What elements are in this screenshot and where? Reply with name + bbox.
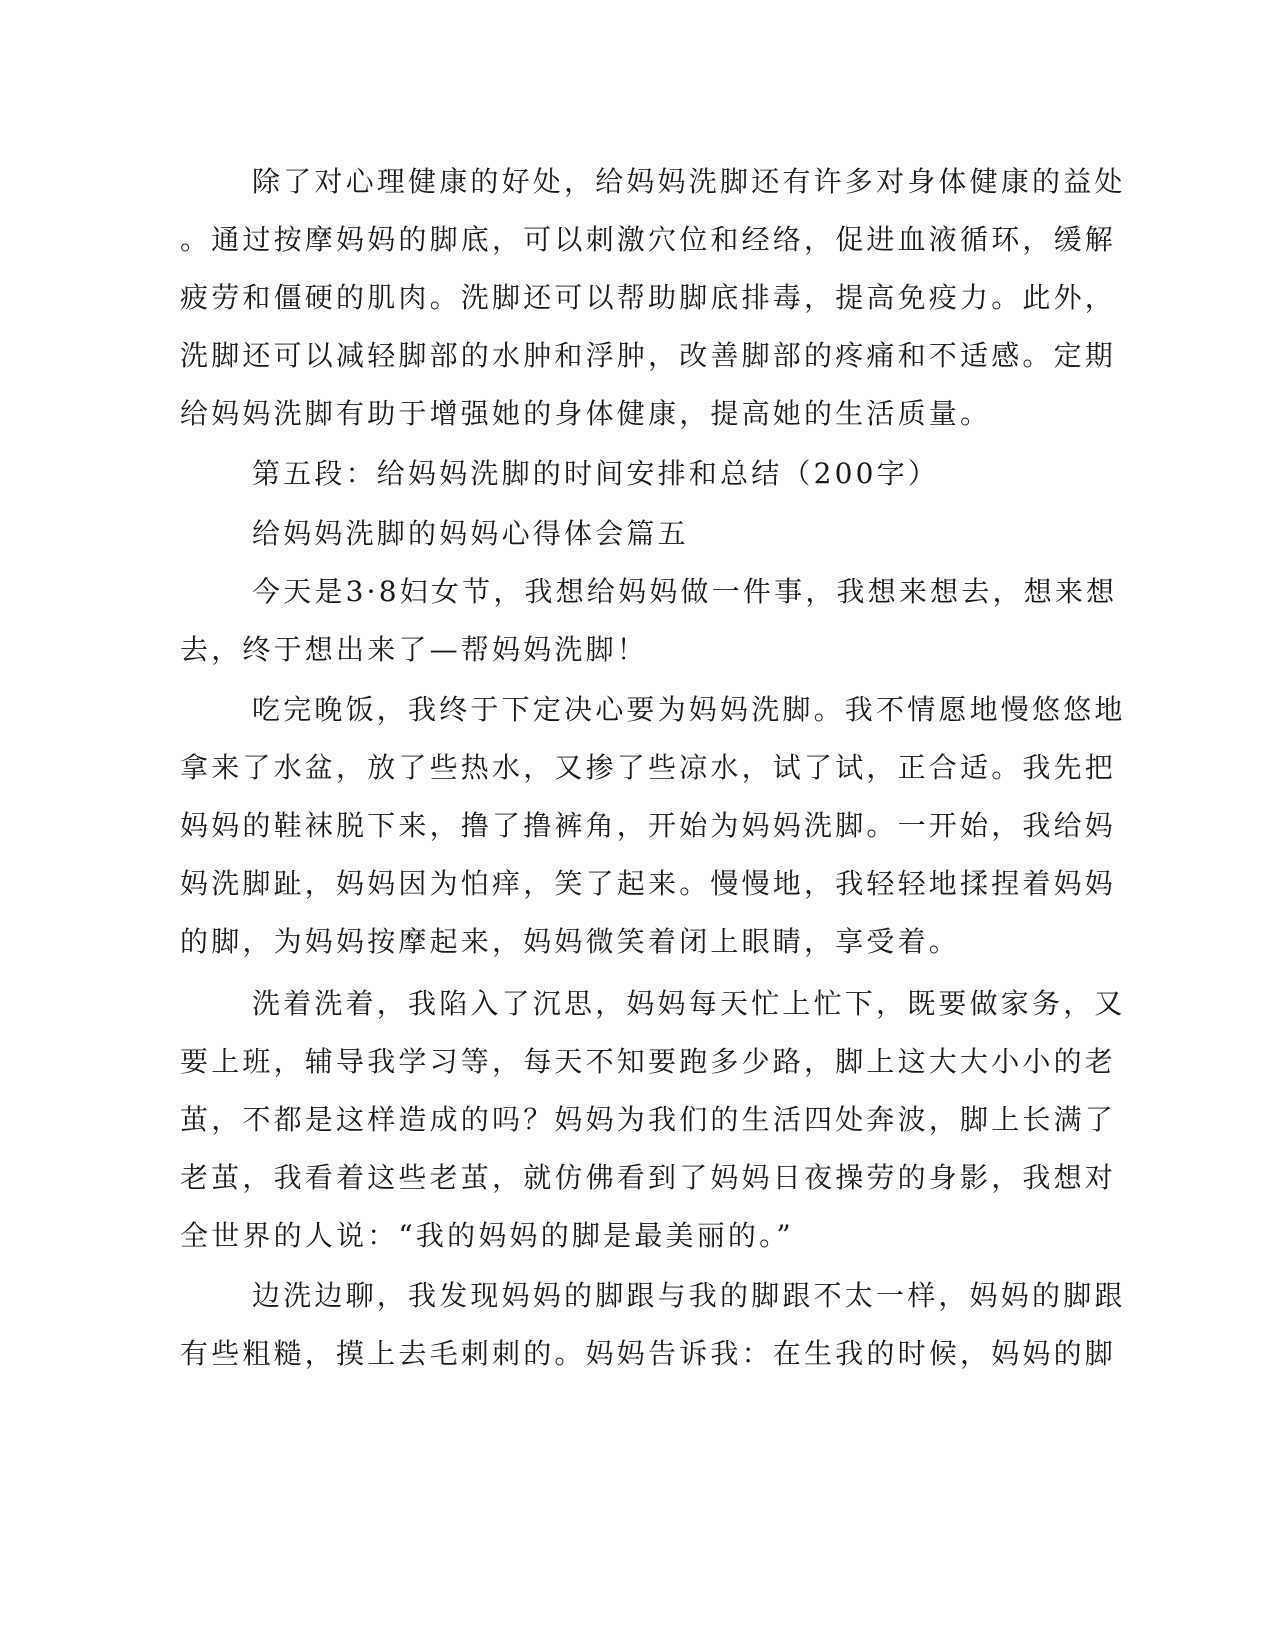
text-line: 妈洗脚趾，妈妈因为怕痒，笑了起来。慢慢地，我轻轻地揉捏着妈妈 bbox=[180, 867, 1117, 900]
text-line: 除了对心理健康的好处，给妈妈洗脚还有许多对身体健康的益处 bbox=[252, 165, 1126, 198]
text-line: 今天是3·8妇女节，我想给妈妈做一件事，我想来想去，想来想 bbox=[252, 575, 1118, 608]
section-heading: 第五段：给妈妈洗脚的时间安排和总结（200字） bbox=[252, 457, 940, 490]
text-line: 给妈妈洗脚有助于增强她的身体健康，提高她的生活质量。 bbox=[180, 397, 992, 430]
text-line: 拿来了水盆，放了些热水，又掺了些凉水，试了试，正合适。我先把 bbox=[180, 751, 1117, 784]
text-line: 的脚，为妈妈按摩起来，妈妈微笑着闭上眼睛，享受着。 bbox=[180, 925, 961, 958]
text-line: 吃完晚饭，我终于下定决心要为妈妈洗脚。我不情愿地慢悠悠地 bbox=[252, 693, 1126, 726]
text-line: 边洗边聊，我发现妈妈的脚跟与我的脚跟不太一样，妈妈的脚跟 bbox=[252, 1279, 1126, 1312]
text-line: 茧，不都是这样造成的吗？妈妈为我们的生活四处奔波，脚上长满了 bbox=[180, 1103, 1117, 1136]
text-line: 有些粗糙，摸上去毛刺刺的。妈妈告诉我：在生我的时候，妈妈的脚 bbox=[180, 1337, 1117, 1370]
text-line: 老茧，我看着这些老茧，就仿佛看到了妈妈日夜操劳的身影，我想对 bbox=[180, 1161, 1117, 1194]
text-line: 去，终于想出来了—帮妈妈洗脚！ bbox=[180, 633, 649, 666]
text-line: 。通过按摩妈妈的脚底，可以刺激穴位和经络，促进血液循环，缓解 bbox=[180, 223, 1117, 256]
text-line: 洗着洗着，我陷入了沉思，妈妈每天忙上忙下，既要做家务，又 bbox=[252, 987, 1126, 1020]
text-line: 要上班，辅导我学习等，每天不知要跑多少路，脚上这大大小小的老 bbox=[180, 1045, 1117, 1078]
text-line: 全世界的人说：“我的妈妈的脚是最美丽的。” bbox=[180, 1219, 794, 1252]
text-line: 妈妈的鞋袜脱下来，撸了撸裤角，开始为妈妈洗脚。一开始，我给妈 bbox=[180, 809, 1117, 842]
text-line: 洗脚还可以减轻脚部的水肿和浮肿，改善脚部的疼痛和不适感。定期 bbox=[180, 339, 1117, 372]
article-title: 给妈妈洗脚的妈妈心得体会篇五 bbox=[252, 517, 689, 550]
text-line: 疲劳和僵硬的肌肉。洗脚还可以帮助脚底排毒，提高免疫力。此外， bbox=[180, 281, 1117, 314]
